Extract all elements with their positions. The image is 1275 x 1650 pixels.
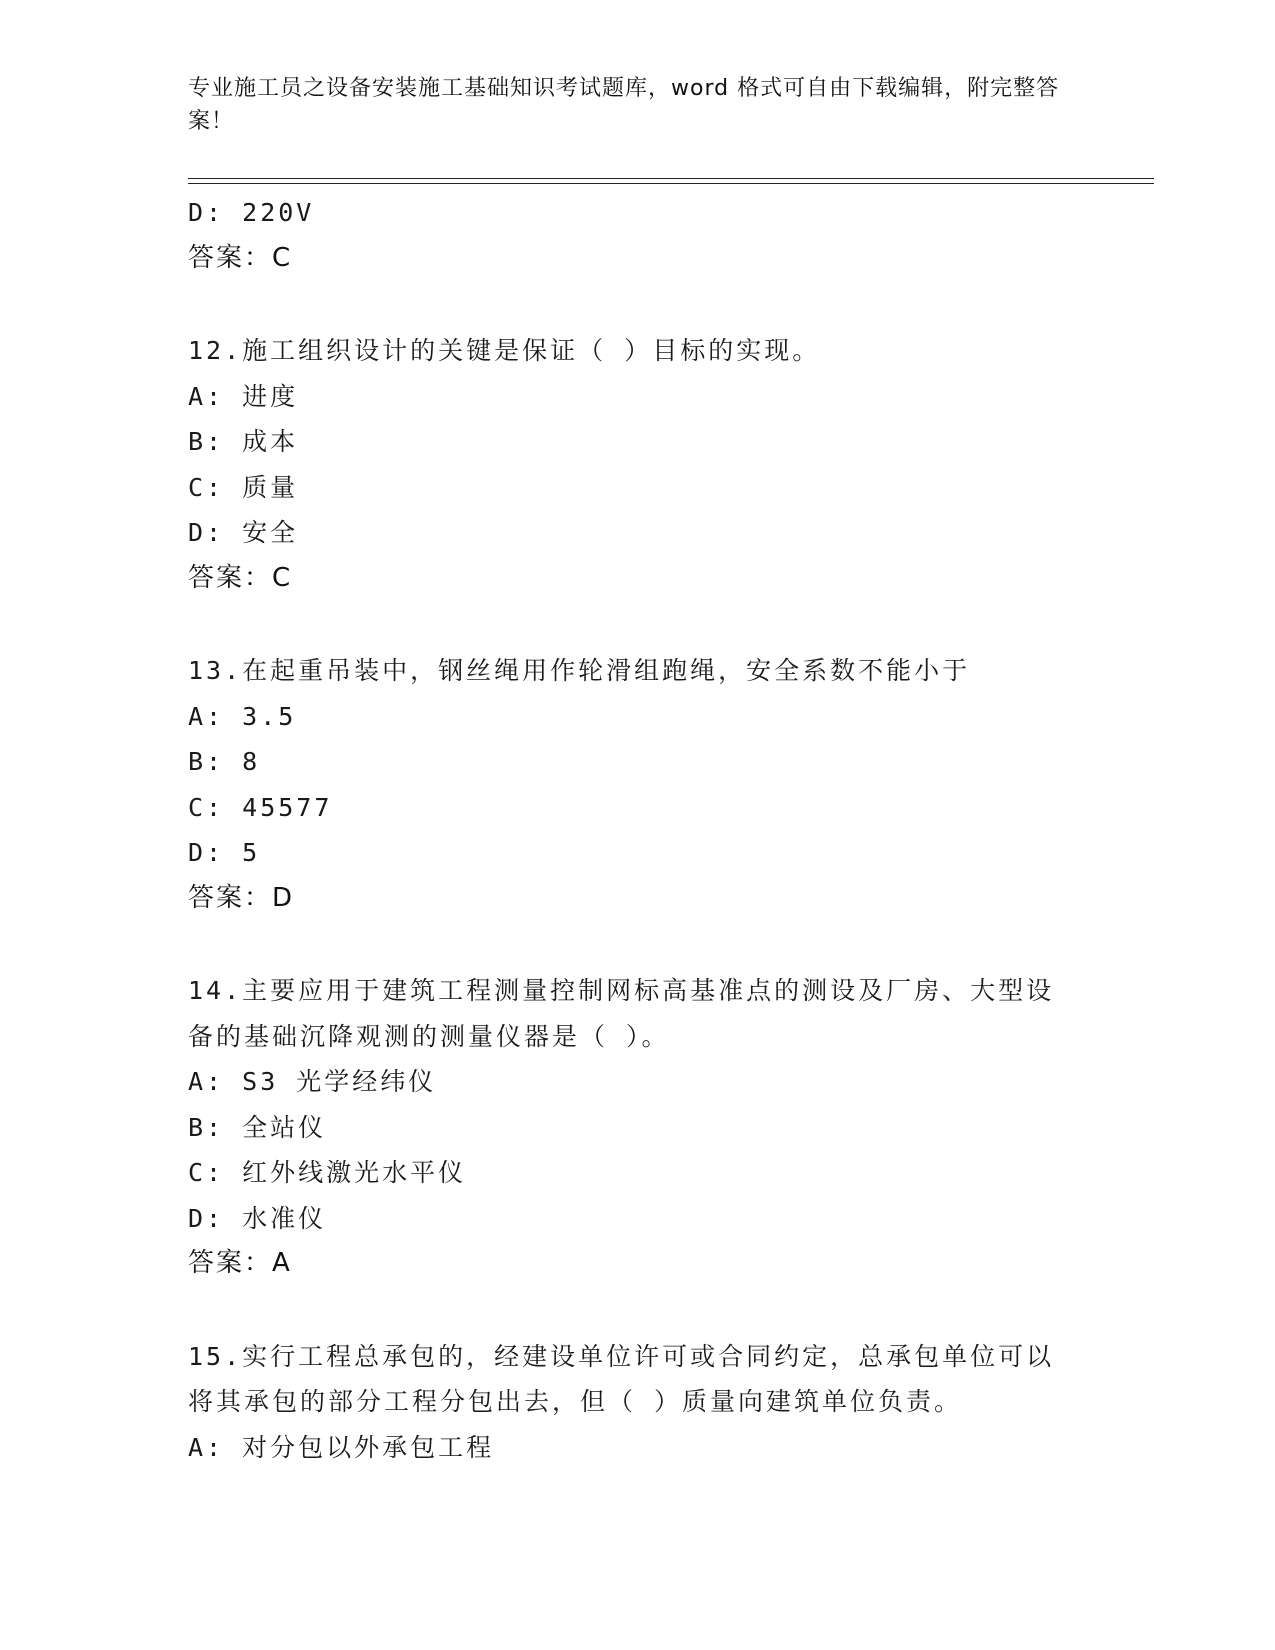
option-line: C: 红外线激光水平仪 bbox=[188, 1158, 467, 1187]
question-stem: 15.实行工程总承包的，经建设单位许可或合同约定，总承包单位可以 bbox=[188, 1341, 1055, 1371]
answer-line: 答案：C bbox=[188, 562, 293, 593]
option-line: A: S3 光学经纬仪 bbox=[188, 1067, 437, 1096]
answer-line: 答案：D bbox=[188, 882, 295, 913]
question-block bbox=[188, 328, 1088, 601]
question-stem-continued: 将其承包的部分工程分包出去，但（ ）质量向建筑单位负责。 bbox=[188, 1387, 963, 1416]
question-stem-continued: 备的基础沉降观测的测量仪器是（ ）。 bbox=[188, 1021, 670, 1051]
option-line: B: 成本 bbox=[188, 427, 299, 456]
option-line: C: 质量 bbox=[188, 472, 299, 502]
header-title: 专业施工员之设备安装施工基础知识考试题库，word 格式可自由下载编辑，附完整答案！ bbox=[188, 76, 1060, 134]
question-stem: 13.在起重吊装中，钢丝绳用作轮滑组跑绳，安全系数不能小于 bbox=[188, 656, 971, 685]
option-line: A: 对分包以外承包工程 bbox=[188, 1432, 495, 1462]
option-line: C: 45577 bbox=[188, 792, 333, 822]
question-stem: 14.主要应用于建筑工程测量控制网标高基准点的测设及厂房、大型设 bbox=[188, 976, 1055, 1005]
option-line: D: 5 bbox=[188, 838, 261, 867]
option-line: D: 220V bbox=[188, 198, 315, 227]
option-line: A: 进度 bbox=[188, 381, 299, 411]
question-stem: 12.施工组织设计的关键是保证（ ）目标的实现。 bbox=[188, 336, 821, 365]
header-rule-top bbox=[188, 178, 1154, 179]
option-line: D: 水准仪 bbox=[188, 1203, 327, 1233]
document-body bbox=[188, 190, 1088, 1470]
answer-line: 答案：C bbox=[188, 242, 293, 273]
option-line: A: 3.5 bbox=[188, 701, 297, 731]
answer-line: 答案：A bbox=[188, 1248, 292, 1278]
question-block bbox=[188, 1334, 1088, 1471]
question-block bbox=[188, 968, 1088, 1287]
option-line: B: 全站仪 bbox=[188, 1112, 327, 1142]
option-line: D: 安全 bbox=[188, 518, 299, 547]
header-rule-bottom bbox=[188, 183, 1154, 184]
document-header bbox=[188, 72, 1068, 138]
option-line: B: 8 bbox=[188, 747, 261, 776]
question-block bbox=[188, 648, 1088, 921]
